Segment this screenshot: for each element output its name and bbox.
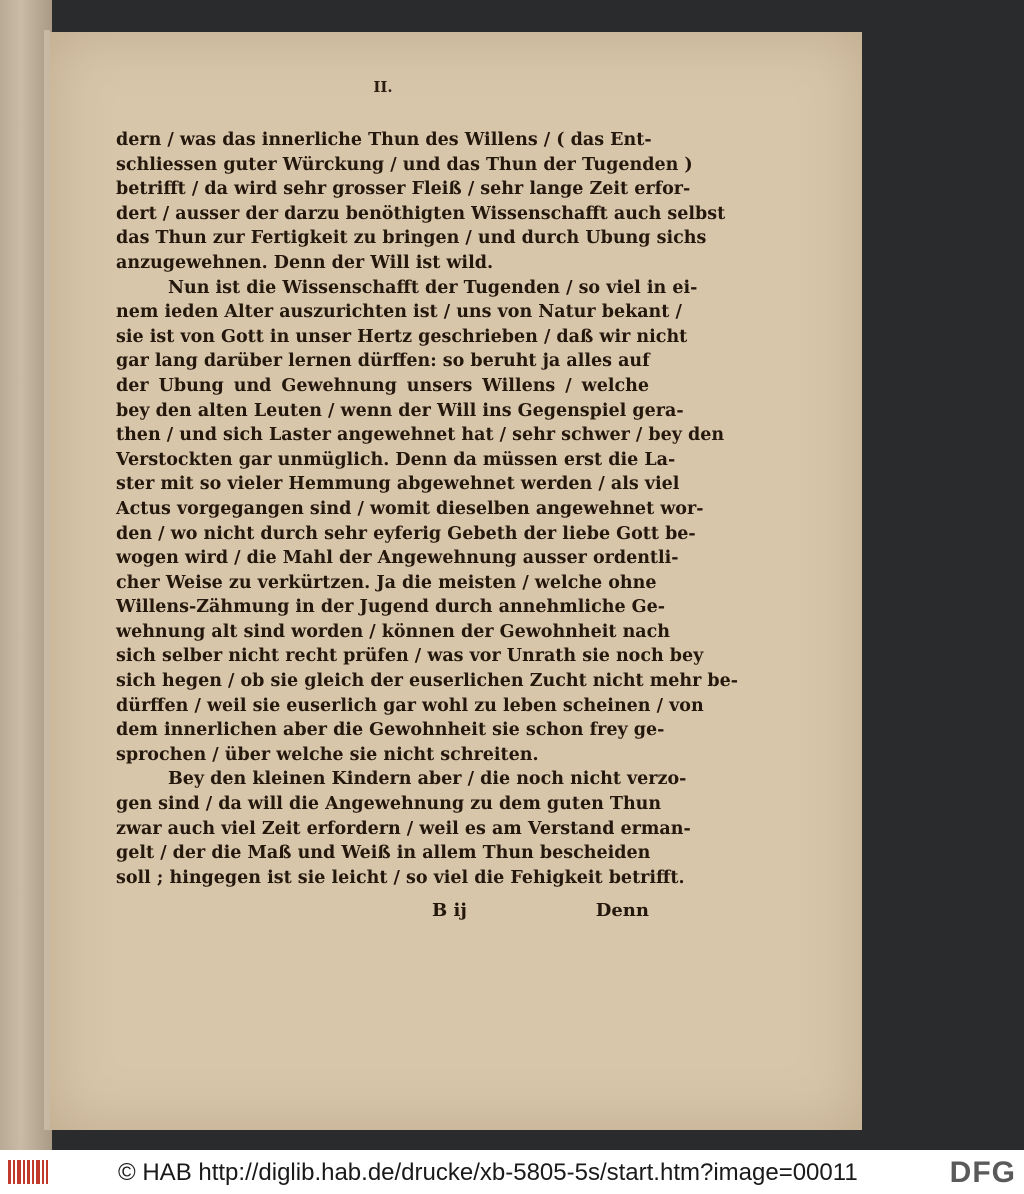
text-line: zwar auch viel Zeit erfordern / weil es am Verstand erman- [116,818,691,839]
text-line: Verstockten gar unmüglich. Denn da müssen erst die La- [116,449,676,470]
text-line: gar lang darüber lernen dürffen: so beruht ja alles auf [116,351,650,372]
catchword: Denn [595,900,649,921]
text-line: bey den alten Leuten / wenn der Will ins Gegenspiel gera- [116,400,684,421]
text-line: dert / ausser der darzu benöthigten Wissenschafft auch selbst [116,203,726,224]
text-line: cher Weise zu verkürtzen. Ja die meisten / welche ohne [116,572,657,593]
text-line: das Thun zur Fertigkeit zu bringen / und durch Ubung sichs [116,228,707,249]
text-line: then / und sich Laster angewehnet hat / sehr schwer / bey den [116,425,725,446]
text-line: sprochen / über welche sie nicht schreiten. [116,744,539,765]
text-line: schliessen guter Würckung / und das Thun der Tugenden ) [116,154,693,175]
viewer-footer [0,1150,1024,1194]
text-line: anzugewehnen. Denn der Will ist wild. [116,252,494,273]
text-line: gen sind / da will die Angewehnung zu dem guten Thun [116,794,662,815]
text-line: dürffen / weil sie euserlich gar wohl zu leben scheinen / von [116,695,704,716]
copyright-link[interactable]: © HAB http://diglib.hab.de/drucke/xb-5805-5s/start.htm?image=00011 [118,1159,858,1186]
text-line: Nun ist die Wissenschafft der Tugenden / so viel in ei- [168,277,698,298]
text-line: dern / was das innerliche Thun des Willens / ( das Ent- [116,130,652,150]
text-line: sich selber nicht recht prüfen / was vor Unrath sie noch bey [116,646,704,667]
text-line: dem innerlichen aber die Gewohnheit sie schon frey ge- [116,720,665,741]
text-line: nem ieden Alter auszurichten ist / uns von Natur bekant / [116,302,682,323]
signature-mark: B ij [432,900,467,921]
text-line: den / wo nicht durch sehr eyferig Gebeth der liebe Gott be- [116,523,696,544]
page-number: II. [373,78,393,96]
text-line: Willens-Zähmung in der Jugend durch annehmliche Ge- [116,597,666,618]
barcode-logo-icon [8,1158,48,1186]
text-line: soll ; hingegen ist sie leicht / so viel die Fehigkeit betrifft. [116,867,685,888]
text-line: wogen wird / die Mahl der Angewehnung ausser ordentli- [116,548,679,569]
text-line: sich hegen / ob sie gleich der euserlichen Zucht nicht mehr be- [116,671,739,692]
body-text [116,128,739,890]
text-line: gelt / der die Maß und Weiß in allem Thun bescheiden [116,843,651,864]
page-footer [116,900,649,926]
dfg-logo: DFG [949,1156,1016,1189]
text-line: ster mit so vieler Hemmung abgewehnet werden / als viel [116,474,680,495]
text-line: sie ist von Gott in unser Hertz geschrieben / daß wir nicht [116,326,688,347]
text-line: der Ubung und Gewehnung unsers Willens / welche [116,375,649,396]
text-line: Bey den kleinen Kindern aber / die noch nicht verzo- [168,769,687,790]
text-line: betrifft / da wird sehr grosser Fleiß / sehr lange Zeit erfor- [116,179,691,200]
text-line: Actus vorgegangen sind / womit dieselben angewehnet wor- [116,498,704,519]
text-line: wehnung alt sind worden / können der Gewohnheit nach [116,621,671,642]
